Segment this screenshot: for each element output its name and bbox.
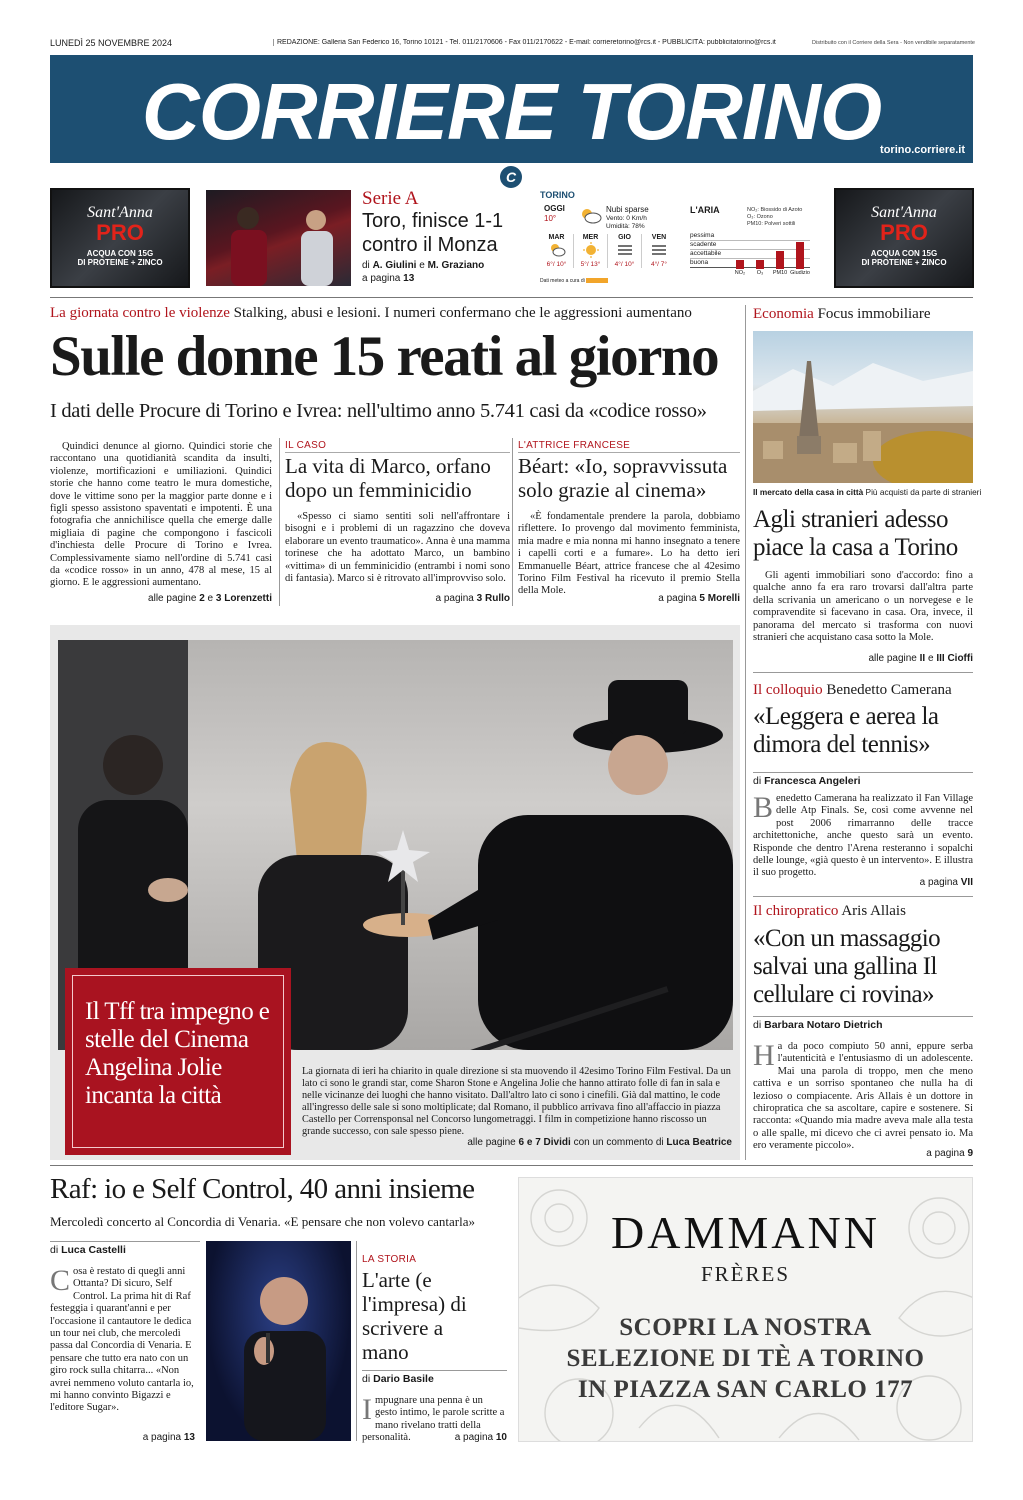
chiro-subkicker: Aris Allais	[841, 903, 906, 919]
raf-page-ref	[50, 1432, 195, 1443]
forecast-temp: 4°/ 10°	[614, 261, 635, 268]
forecast-day	[608, 234, 642, 268]
seriea-photo[interactable]	[206, 190, 351, 286]
ref-prefix: a pagina	[454, 1432, 494, 1443]
forecast-day-label: MAR	[548, 234, 565, 241]
ref-author: Morelli	[707, 593, 740, 604]
air-quality-bar	[736, 260, 744, 269]
air-bars	[730, 232, 810, 269]
weather-today-label: OGGI	[544, 204, 565, 213]
seriea-kicker: Serie A	[362, 188, 419, 209]
masthead-title[interactable]: CORRIERE TORINO	[141, 67, 882, 156]
tff-red-box[interactable]	[65, 968, 291, 1155]
ref-page: 9	[967, 1148, 973, 1159]
masthead-url[interactable]: torino.corriere.it	[880, 144, 965, 156]
colloquio-title[interactable]: «Leggera e aerea la dimora del tennis»	[753, 703, 939, 758]
bar-label: PM10	[772, 270, 788, 276]
ad-product: PRO	[96, 220, 144, 245]
ref-page: 5	[699, 593, 705, 604]
bar-label: NO₂	[734, 270, 746, 276]
lead-headline[interactable]: Sulle donne 15 reati al giorno	[50, 325, 719, 388]
masthead	[50, 55, 973, 163]
dammann-line2: SELEZIONE DI TÈ A TORINO	[566, 1345, 925, 1372]
author: M. Graziano	[427, 260, 485, 271]
author: Francesca Angeleri	[764, 775, 861, 787]
economia-subkicker: Focus immobiliare	[817, 306, 931, 322]
byline-prefix: di	[753, 775, 762, 787]
tff-box-title: Il Tff tra impegno e stelle del Cinema Angelina Jolie incanta la città	[72, 975, 284, 1148]
ref-author: Luca Beatrice	[666, 1137, 732, 1148]
forecast-day-label: GIO	[618, 234, 631, 241]
lead-body: Quindici denunce al giorno. Quindici storie che raccontano una quotidianità scandita da insulti, violenze, mortificazioni e umiliazioni. Quindici storie che hanno come teatro le mura domestiche, dove le vittime sono per la maggior parte donne e i figli spesso assistono spaventati e impotenti. È una fotografia che annichilisce quella che emerge dalle migliaia di pagine che compongono i fascicoli d'inchiesta delle Procure di Torino e Ivrea. Complessivamente siamo nell'ordine di 5.741 casi da «codice rosso» in un anno, 478 al mese, 15 al giorno. E le aggressioni aumentano.	[50, 441, 272, 589]
byline-prefix: di	[362, 1373, 371, 1385]
body-text: osa è restato di quegli anni Ottanta? Di sicuro, Self Control. La prima hit di Raf festeggia i quarant'anni e per l'occasione il cantautore le dedica un tour nei club, che mercoledì passa dal Concordia di Venaria. E pensare che tutto era nato con un giro rock sulla chitarra... «Non avrei nemmeno voluto cantarla io, mi hanno convinto Bigazzi e l'editore Sugar».	[50, 1266, 194, 1414]
caption-text: Più acquisti da parte di stranieri	[865, 487, 982, 497]
level-label: buona	[690, 259, 810, 268]
ref-prefix: alle pagine	[868, 653, 917, 664]
ref-page: 10	[495, 1432, 507, 1443]
ref-prefix: a pagina	[435, 593, 474, 604]
ref-page: III	[936, 653, 945, 664]
economia-title[interactable]: Agli stranieri adesso piace la casa a Torino	[753, 506, 958, 561]
ref-page: 6 e 7	[518, 1137, 541, 1148]
seriea-page-ref	[362, 273, 414, 284]
level-label: scadente	[690, 241, 810, 250]
dammann-line3: IN PIAZZA SAN CARLO 177	[577, 1376, 914, 1403]
byline-prefix: di	[50, 1244, 59, 1256]
dropcap: I	[362, 1393, 372, 1426]
storia-kicker: LA STORIA	[362, 1254, 417, 1265]
ref-page: 13	[403, 273, 415, 284]
author: A. Giulini	[372, 260, 417, 271]
ref-author: Cioffi	[947, 653, 973, 664]
legend-pm10: PM10: Polveri sottili	[747, 221, 796, 227]
ref-and: e	[927, 653, 934, 664]
ref-page: VII	[960, 877, 973, 888]
raf-headline[interactable]: Raf: io e Self Control, 40 anni insieme	[50, 1173, 475, 1205]
chiro-kicker-line	[753, 903, 975, 920]
dammann-message	[519, 1312, 972, 1405]
ad-line2: DI PROTEINE + ZINCO	[861, 258, 947, 267]
weather-wind: Vento: 0 Km/h	[606, 215, 647, 222]
forecast-day	[574, 234, 608, 268]
forecast-temp: 6°/ 10°	[546, 261, 567, 268]
colloquio-kicker-line	[753, 682, 975, 699]
football-players-illustration	[206, 190, 351, 286]
air-quality-bar	[756, 260, 764, 269]
seriea-title[interactable]: Toro, finisce 1-1 contro il Monza	[362, 210, 504, 256]
ref-prefix: a pagina	[658, 593, 697, 604]
economia-photo-caption	[753, 487, 982, 497]
dammann-ad[interactable]	[518, 1177, 973, 1442]
ref-author: Lorenzetti	[224, 593, 272, 604]
weather-credit	[540, 278, 608, 284]
forecast-day-label: VEN	[651, 234, 667, 241]
economia-kicker-line	[753, 306, 975, 323]
credit-text: Dati meteo a cura di	[540, 278, 585, 284]
byline-and: e	[419, 260, 425, 271]
colloquio-page-ref	[753, 877, 973, 888]
ref-page: 3	[215, 593, 222, 604]
raf-body	[50, 1266, 195, 1415]
partly-cloudy-icon	[578, 206, 602, 224]
bar-label: O₃	[756, 270, 764, 276]
ref-prefix: a pagina	[919, 877, 958, 888]
forecast-day	[540, 234, 574, 268]
lead-page-ref	[50, 593, 272, 604]
air-title: L'ARIA	[690, 205, 720, 215]
economia-body: Gli agenti immobiliari sono d'accordo: fino a qualche anno fa era raro trovarsi dall'altra parte della scrivania un americano o un norvegese e le compravendite si facevano in casa. Ora, invece, il panorama del mercato si trasforma con nuovi stranieri che acquistano casa sotto la Mole.	[753, 570, 973, 644]
raf-deck: Mercoledì concerto al Concordia di Venaria. «E pensare che non volevo cantarla»	[50, 1214, 475, 1229]
mole-antonelliana-illustration	[753, 331, 973, 483]
forecast-temp: 5°/ 13°	[580, 261, 601, 268]
ref-prefix: a pagina	[362, 273, 401, 284]
lead-kicker: La giornata contro le violenze	[50, 305, 230, 321]
dammann-sub: FRÈRES	[700, 1262, 791, 1286]
ref-prefix: alle pagine	[467, 1137, 516, 1148]
lead-deck: I dati delle Procure di Torino e Ivrea: nell'ultimo anno 5.741 casi da «codice rosso»	[50, 400, 707, 422]
dropcap: B	[753, 791, 774, 824]
air-quality-bar	[796, 242, 804, 269]
colloquio-kicker: Il colloquio	[753, 682, 823, 698]
fog-icon	[615, 241, 635, 259]
tff-page-ref	[302, 1137, 732, 1148]
lead-kicker-line	[50, 305, 740, 322]
beart-title[interactable]: Béart: «Io, sopravvissuta solo grazie al cinema»	[518, 454, 728, 502]
ad-brand: Sant'Anna	[871, 204, 937, 221]
ad-line2: DI PROTEINE + ZINCO	[77, 258, 163, 267]
body-text: mpugnare una penna è un gesto intimo, le parole scritte a mano rivelano tratti della personalità.	[362, 1395, 505, 1444]
weather-forecast	[540, 234, 680, 268]
forecast-temp: 4°/ 7°	[650, 261, 668, 268]
weather-today-temp: 10°	[544, 214, 557, 223]
air-legend	[747, 207, 802, 228]
weather-condition: Nubi sparse	[606, 205, 649, 214]
byline-prefix: di	[362, 260, 370, 271]
author: Barbara Notaro Dietrich	[764, 1019, 883, 1031]
seriea-byline	[362, 260, 484, 271]
economia-kicker: Economia	[753, 306, 814, 322]
tff-caption: La giornata di ieri ha chiarito in quale direzione si sta muovendo il 42esimo Torino Film Festival. Da un lato ci sono le grandi star, come Sharon Stone e Angelina Jolie che hanno attirato folle di fan in sala e nelle vicinanze dei luoghi che hanno visitato. Dall'altro lato ci sono i cinefili. Già dal mattino, le code all'ingresso delle sale si sono moltiplicate; dal Romano, il pubblico arrivava fino all'affaccio in piazza Castello per Corrensponsal nel Concorso lungometraggi. I film in competizione hanno riscosso un grande successo, con sale spesso piene.	[302, 1066, 731, 1137]
sun-icon	[581, 241, 601, 259]
caption-bold: Il mercato della casa in città	[753, 487, 864, 497]
3bmeteo-logo	[586, 278, 608, 283]
air-quality-widget	[690, 205, 815, 287]
body-text: enedetto Camerana ha realizzato il Fan Village delle Atp Finals. Se, così come avvenne nel post 2006 rimarranno delle tracce architettoniche, anche questo sarà un evento. Risponde che dentro l'Arena resteranno i sopalchi delle lounge, «già questo è un intervento». E illustra il suo progetto.	[753, 793, 973, 879]
ref-prefix: a pagina	[142, 1432, 182, 1443]
body-text: a da poco compiuto 50 anni, eppure serba l'autenticità e l'entusiasmo di un adolescente. Mai una parola di troppo, men che meno cattiva e un sorriso spontaneo che nulla ha di lezioso o compiacente. Aris Allais è un dottore in chiropratica che sa ascoltare, capire e sostenere. Si racconta: «Quando mia madre aveva male alla testa o alle spalle, mi dicevo che ci avrei pensato io. Ma ero veramente piccolo».	[753, 1041, 973, 1152]
colloquio-byline	[753, 772, 973, 787]
ad-santanna-right[interactable]	[834, 188, 974, 288]
masthead-logo-badge: C	[500, 166, 522, 188]
beart-page-ref	[518, 593, 740, 604]
ad-product: PRO	[880, 220, 928, 245]
chiro-kicker: Il chiropratico	[753, 903, 839, 919]
chiro-page-ref	[753, 1148, 973, 1159]
storia-title[interactable]: L'arte (e l'impresa) di scrivere a mano	[362, 1268, 467, 1364]
author: Dario Basile	[373, 1373, 434, 1385]
ad-line1: ACQUA CON 15G	[870, 249, 938, 258]
air-quality-bar	[776, 251, 784, 269]
ref-author: Dividi	[543, 1137, 571, 1148]
legend-o3: O₃: Ozono	[747, 214, 773, 220]
ad-santanna-left[interactable]	[50, 188, 190, 288]
caso-page-ref	[285, 593, 510, 604]
ref-and: e	[207, 593, 214, 604]
byline-prefix: di	[753, 1019, 762, 1031]
dropcap: H	[753, 1039, 775, 1072]
colloquio-body	[753, 793, 973, 880]
weather-widget	[540, 190, 680, 288]
level-label: pessima	[690, 232, 810, 241]
ref-mid: con un commento di	[573, 1137, 664, 1148]
bar-label: Giudizio	[790, 270, 810, 276]
economia-page-ref	[753, 653, 973, 664]
air-bar-labels	[730, 270, 810, 276]
raf-byline	[50, 1241, 200, 1256]
redazione-line: REDAZIONE: Galleria San Federico 16, Torino 10121 - Tel. 011/2170606 - Fax 011/2170622 - E-mail: corrieretorino@rcs.it - PUBBLICITÀ: pubblicitatorino@rcs.it	[273, 39, 793, 46]
legend-no2: NO₂: Biossido di Azoto	[747, 207, 803, 213]
lead-subkicker: Stalking, abusi e lesioni. I numeri confermano che le aggressioni aumentano	[233, 305, 692, 321]
ad-brand: Sant'Anna	[87, 204, 153, 221]
storia-byline	[362, 1370, 507, 1385]
economia-photo[interactable]	[753, 331, 973, 483]
caso-kicker: IL CASO	[285, 440, 510, 453]
storia-page-ref	[362, 1432, 507, 1443]
author: Luca Castelli	[61, 1244, 126, 1256]
singer-illustration	[206, 1241, 351, 1441]
fog-icon	[649, 241, 669, 259]
dropcap: C	[50, 1264, 71, 1297]
caso-title[interactable]: La vita di Marco, orfano dopo un femminicidio	[285, 454, 491, 502]
dammann-brand: DAMMANN	[611, 1207, 880, 1258]
forecast-day-label: MER	[582, 234, 599, 241]
chiro-body	[753, 1041, 973, 1153]
raf-photo[interactable]	[206, 1241, 351, 1441]
distribution-note: Distribuito con il Corriere della Sera - Non vendibile separatamente	[812, 40, 975, 46]
level-label: accettabile	[690, 250, 810, 259]
date-line: LUNEDÌ 25 NOVEMBRE 2024	[50, 38, 173, 48]
partly-cloudy-icon	[547, 241, 567, 259]
beart-kicker: L'ATTRICE FRANCESE	[518, 440, 740, 453]
caso-body: «Spesso ci siamo sentiti soli nell'affrontare i bisogni e i problemi di un ragazzino che doveva elaborare un evento traumatico». Anna è una mamma torinese che ha adottato Marco, un bambino «vittima» di un femminicidio (entrambi i nomi sono di fantasia). Marco si è ritrovato all'improvviso solo.	[285, 511, 510, 585]
beart-body: «È fondamentale prendere la parola, dobbiamo riflettere. Io provengo dal movimento femminista, mia madre e mia nonna mi hanno insegnato a tenere i capelli corti e a fumare». Lo ha detto ieri Emmanuelle Béart, attrice francese che al 42esimo Torino Film Festival ha ricevuto il premio Stella della Mole.	[518, 511, 740, 597]
forecast-day	[642, 234, 676, 268]
ad-line1: ACQUA CON 15G	[86, 249, 154, 258]
weather-humidity: Umidità: 78%	[606, 223, 645, 230]
ref-prefix: a pagina	[926, 1148, 965, 1159]
ref-page: 2	[199, 593, 205, 604]
chiro-title[interactable]: «Con un massaggio salvai una gallina Il cellulare ci rovina»	[753, 925, 941, 1008]
ref-prefix: alle pagine	[148, 593, 197, 604]
ref-author: Rullo	[485, 593, 510, 604]
dammann-line1: SCOPRI LA NOSTRA	[619, 1314, 872, 1341]
ref-page: II	[919, 653, 926, 664]
weather-city: TORINO	[540, 190, 575, 200]
chiro-byline	[753, 1016, 973, 1031]
ref-page: 3	[476, 593, 483, 604]
colloquio-subkicker: Benedetto Camerana	[826, 682, 952, 698]
ref-page: 13	[183, 1432, 195, 1443]
